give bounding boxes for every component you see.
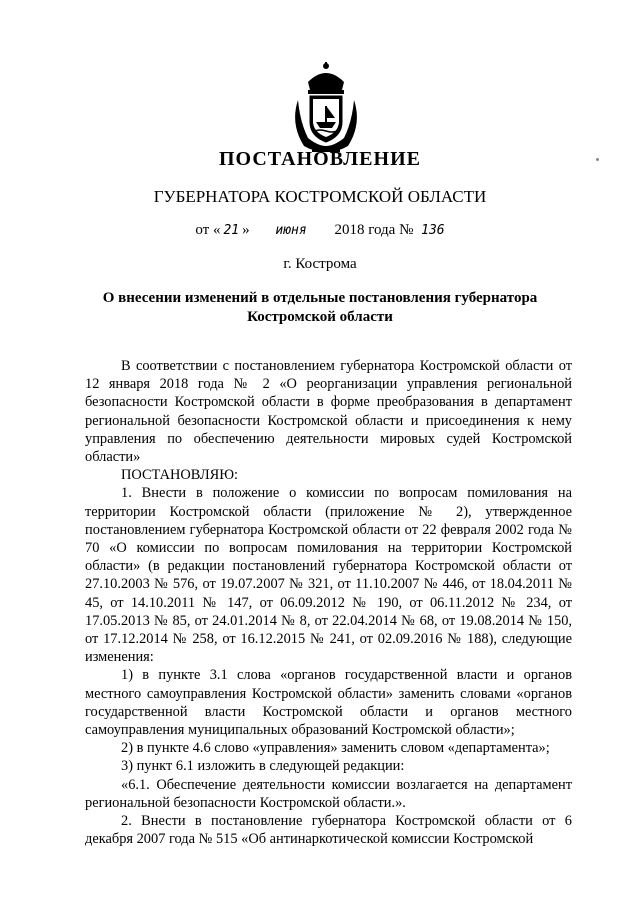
paragraph: 2) в пункте 4.6 слово «управления» заменить словом «департамента»; <box>121 740 550 757</box>
issuing-authority: ГУБЕРНАТОРА КОСТРОМСКОЙ ОБЛАСТИ <box>153 187 487 206</box>
date-close: » <box>242 222 250 238</box>
date-year: 2018 года № <box>334 222 414 238</box>
document-body <box>85 357 572 848</box>
paragraph: В соответствии с постановлением губернатора Костромской области от 12 января 2018 года № 2 «О реорганизации управления региональной безопасности Костромской области в форме преобразования в департамент региональной безопасности Костромской области и присоединения к нему управления по обеспечению деятельности мировых судей Костромской области» <box>85 358 572 466</box>
paragraph: 3) пункт 6.1 изложить в следующей редакции: <box>121 758 405 775</box>
paragraph: «6.1. Обеспечение деятельности комиссии возлагается на департамент региональной безопасности Костромской области.». <box>85 776 572 811</box>
document-subject <box>0 289 640 327</box>
subject-text: О внесении изменений в отдельные постановления губернатора Костромской области <box>102 290 538 325</box>
date-day: 21 <box>223 223 240 238</box>
document-type-title: ПОСТАНОВЛЕНИЕ <box>219 148 421 170</box>
paragraph: ПОСТАНОВЛЯЮ: <box>121 467 239 484</box>
paragraph: 1. Внести в положение о комиссии по вопросам помилования на территории Костромской области (приложение № 2), утвержденное постановлением губернатора Костромской области от 22 февраля 2002 года № 70 «О комиссии по вопросам помилования на территории Костромской области» (в редакции постановлений губернатора Костромской области от 27.10.2003 № 576, от 19.07.2007 № 321, от 11.10.2007 № 446, от 18.04.2011 № 45, от 14.10.2011 № 147, от 06.09.2012 № 190, от 06.11.2012 № 234, от 17.05.2013 № 85, от 24.01.2014 № 8, от 22.04.2014 № 68, от 19.08.2014 № 150, от 17.12.2014 № 258, от 16.12.2015 № 241, от 02.09.2016 № 188), следующие изменения: <box>85 485 572 666</box>
kostroma-coat-of-arms-icon <box>286 60 366 156</box>
date-line <box>0 222 640 239</box>
date-prefix: от « <box>195 222 221 238</box>
paragraph: 1) в пункте 3.1 слова «органов государственной власти и органов местного самоуправления Костромской области» заменить словами «органов государственной власти Костромской области и органов местного самоуправления муниципальных образований Костромской области»; <box>85 667 572 739</box>
document-number: 136 <box>421 223 445 238</box>
city: г. Кострома <box>283 256 357 272</box>
paragraph: 2. Внести в постановление губернатора Костромской области от 6 декабря 2007 года № 515 «Об антинаркотической комиссии Костромской <box>85 813 572 848</box>
date-month: июня <box>275 223 307 238</box>
